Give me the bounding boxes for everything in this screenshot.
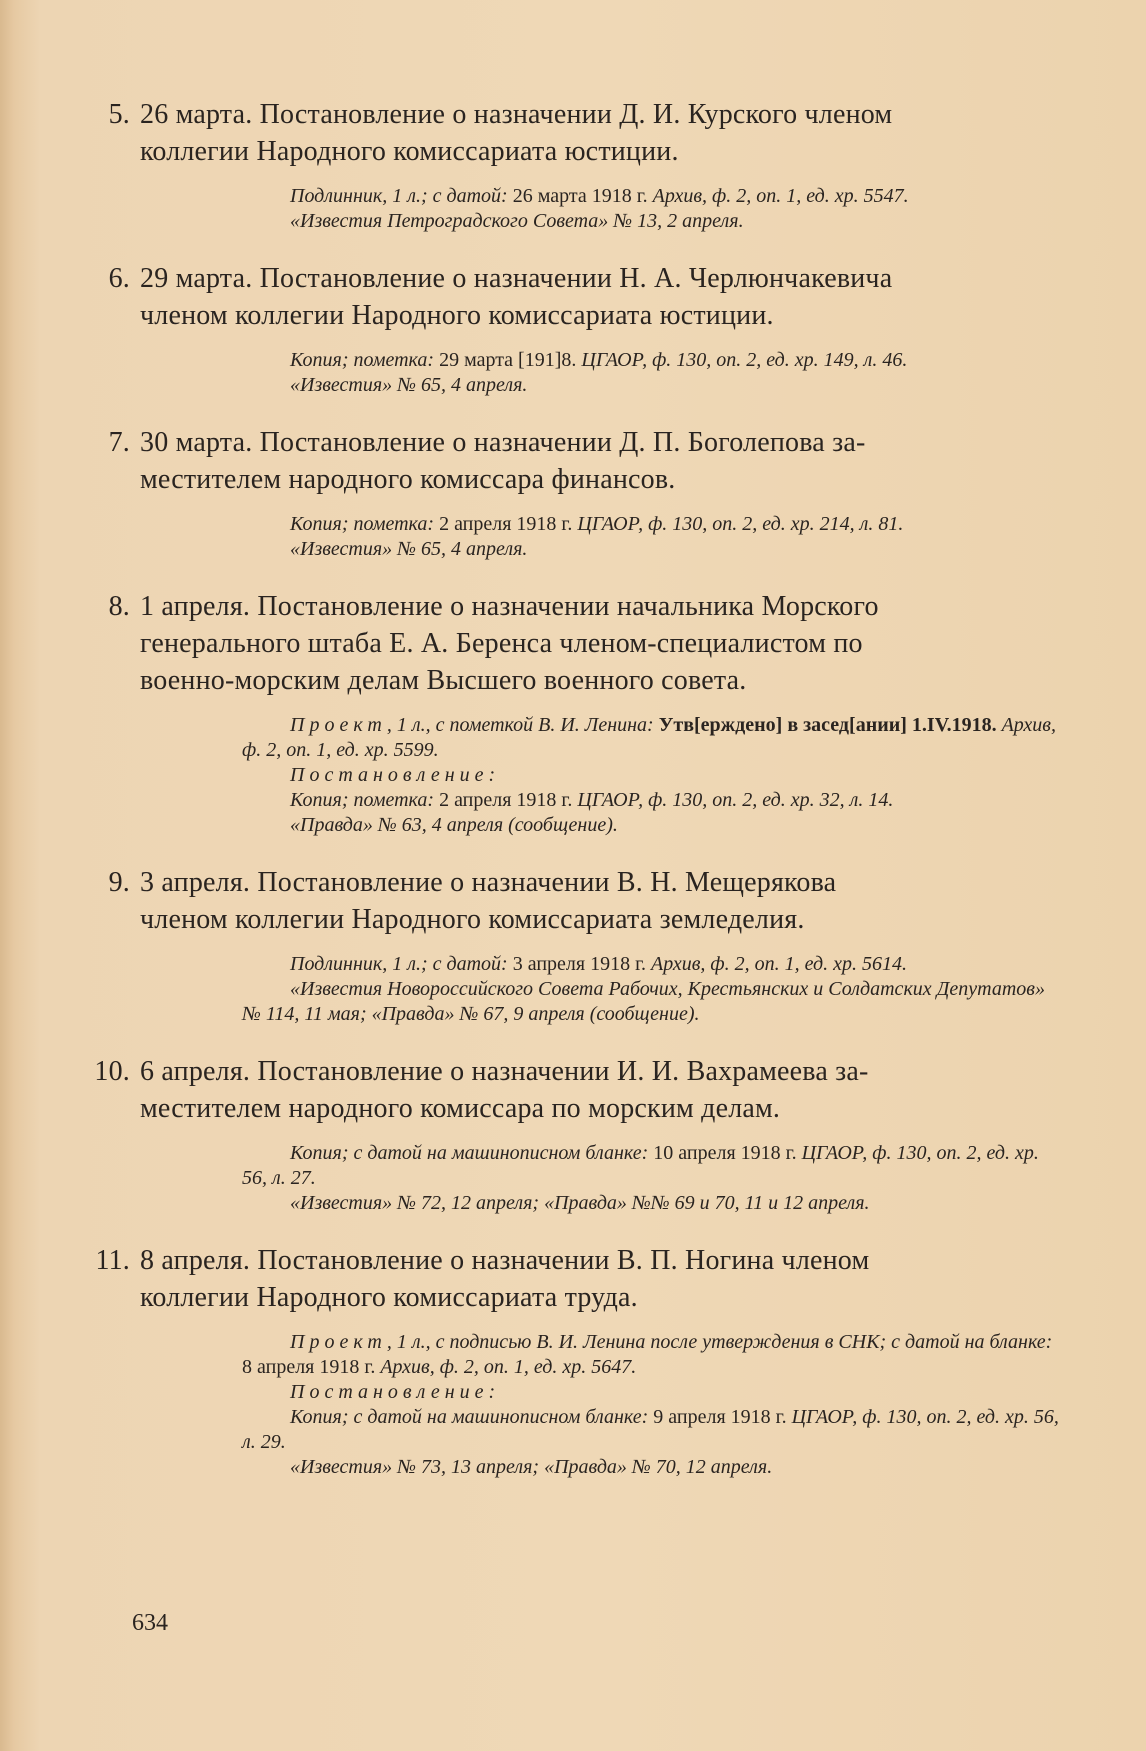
entry-6 xyxy=(108,260,1060,398)
source-note: Копия; с датой на машинописном бланке: 10 апреля 1918 г. ЦГАОР, ф. 130, оп. 2, ед. хр. 56, л. 27. xyxy=(242,1142,1039,1189)
source-note: Подлинник, 1 л.; с датой: 3 апреля 1918 г. Архив, ф. 2, оп. 1, ед. хр. 5614. xyxy=(290,953,907,975)
entry-line: 6 апреля. Постановление о назначении И. И. Вахрамеева за- xyxy=(140,1056,869,1087)
entry-heading xyxy=(108,424,1060,498)
entry-number: 10. xyxy=(94,1056,130,1087)
resolution-label: Постановление: xyxy=(290,1381,501,1403)
draft-note: Проект, 1 л., с подписью В. И. Ленина после утверждения в СНК; с датой на бланке: 8 апреля 1918 г. Архив, ф. 2, оп. 1, ед. хр. 5647. xyxy=(242,1331,1053,1378)
entry-line: членом коллегии Народного комиссариата земледелия. xyxy=(140,904,805,935)
resolution-label: Постановление: xyxy=(290,764,501,786)
source-note: Копия; пометка: 29 марта [191]8. ЦГАОР, ф. 130, оп. 2, ед. хр. 149, л. 46. xyxy=(290,349,908,371)
entry-notes xyxy=(242,713,1060,838)
publication-note: «Известия» № 65, 4 апреля. xyxy=(290,538,528,560)
publication-note: «Известия» № 72, 12 апреля; «Правда» №№ 69 и 70, 11 и 12 апреля. xyxy=(290,1192,870,1214)
entry-number: 9. xyxy=(108,867,130,898)
entry-line: 26 марта. Постановление о назначении Д. И. Курского членом xyxy=(140,99,893,130)
publication-note: «Правда» № 63, 4 апреля (сообщение). xyxy=(290,814,618,836)
source-note: Подлинник, 1 л.; с датой: 26 марта 1918 г. Архив, ф. 2, оп. 1, ед. хр. 5547. xyxy=(290,185,909,207)
entry-number: 5. xyxy=(108,99,130,130)
entry-notes xyxy=(242,952,1060,1027)
draft-note: Проект, 1 л., с пометкой В. И. Ленина: Утв[ерждено] в засед[ании] 1.IV.1918. Архив, ф. 2, оп. 1, ед. хр. 5599. xyxy=(242,714,1056,761)
entry-number: 11. xyxy=(95,1245,130,1276)
entries-list xyxy=(94,96,1060,1506)
source-note: Копия; пометка: 2 апреля 1918 г. ЦГАОР, ф. 130, оп. 2, ед. хр. 214, л. 81. xyxy=(290,513,904,535)
publication-note: «Известия» № 65, 4 апреля. xyxy=(290,374,528,396)
entry-notes xyxy=(242,1141,1060,1216)
entry-9 xyxy=(108,864,1060,1027)
page-number: 634 xyxy=(132,1610,168,1636)
entry-notes xyxy=(290,348,1060,398)
entry-heading xyxy=(108,864,1060,938)
entry-line: 29 марта. Постановление о назначении Н. А. Черлюнчакевича xyxy=(140,263,893,294)
entry-5 xyxy=(108,96,1060,234)
entry-heading xyxy=(108,588,1060,699)
entry-notes xyxy=(242,1330,1060,1480)
entry-line: 8 апреля. Постановление о назначении В. П. Ногина членом xyxy=(140,1245,870,1276)
publication-note: «Известия Новороссийского Совета Рабочих, Крестьянских и Солдатских Депутатов» № 114, 11 мая; «Правда» № 67, 9 апреля (сообщение). xyxy=(242,978,1045,1025)
entry-line: 30 марта. Постановление о назначении Д. П. Боголепова за- xyxy=(140,427,866,458)
entry-line: местителем народного комиссара финансов. xyxy=(140,464,676,495)
entry-8 xyxy=(108,588,1060,838)
entry-line: военно-морским делам Высшего военного совета. xyxy=(140,665,747,696)
entry-line: 3 апреля. Постановление о назначении В. Н. Мещерякова xyxy=(140,867,837,898)
publication-note: «Известия Петроградского Совета» № 13, 2 апреля. xyxy=(290,210,744,232)
entry-7 xyxy=(108,424,1060,562)
entry-number: 8. xyxy=(108,591,130,622)
entry-line: коллегии Народного комиссариата юстиции. xyxy=(140,136,679,167)
entry-line: местителем народного комиссара по морским делам. xyxy=(140,1093,781,1124)
entry-line: коллегии Народного комиссариата труда. xyxy=(140,1282,638,1313)
source-note: Копия; с датой на машинописном бланке: 9 апреля 1918 г. ЦГАОР, ф. 130, оп. 2, ед. хр. 56, л. 29. xyxy=(242,1406,1059,1453)
entry-line: 1 апреля. Постановление о назначении начальника Морского xyxy=(140,591,879,622)
entry-10 xyxy=(94,1053,1060,1216)
entry-heading xyxy=(94,1053,1060,1127)
entry-11 xyxy=(95,1242,1060,1480)
entry-line: членом коллегии Народного комиссариата юстиции. xyxy=(140,300,774,331)
entry-number: 6. xyxy=(108,263,130,294)
entry-notes xyxy=(290,512,1060,562)
entry-number: 7. xyxy=(108,427,130,458)
source-note: Копия; пометка: 2 апреля 1918 г. ЦГАОР, ф. 130, оп. 2, ед. хр. 32, л. 14. xyxy=(290,789,894,811)
entry-heading xyxy=(108,96,1060,170)
entry-heading xyxy=(108,260,1060,334)
publication-note: «Известия» № 73, 13 апреля; «Правда» № 70, 12 апреля. xyxy=(290,1456,773,1478)
entry-notes xyxy=(290,184,1060,234)
entry-line: генерального штаба Е. А. Беренса членом-специалистом по xyxy=(140,628,863,659)
entry-heading xyxy=(95,1242,1060,1316)
